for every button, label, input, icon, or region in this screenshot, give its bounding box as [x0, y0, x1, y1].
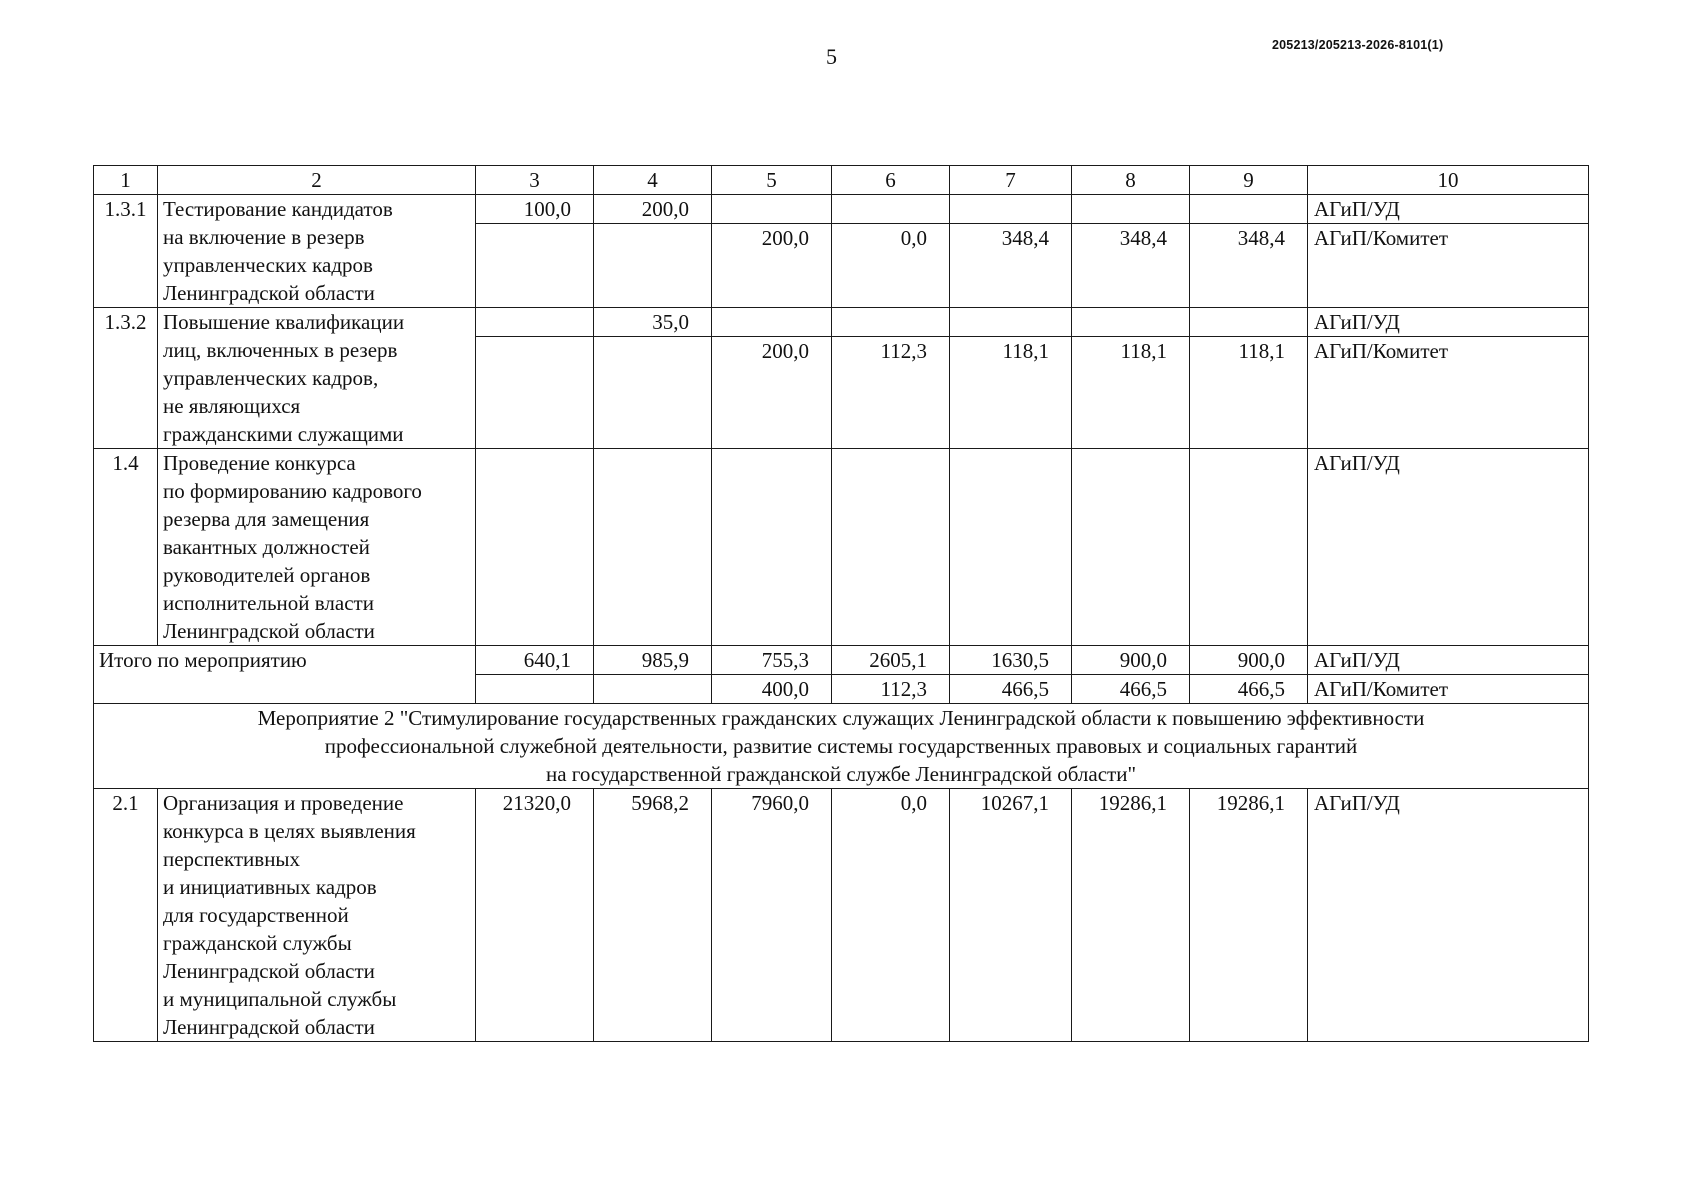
title-line: Тестирование кандидатов — [163, 197, 393, 221]
title-line: перспективных — [163, 847, 301, 871]
value-cell — [1072, 308, 1190, 337]
row-number: 1.4 — [94, 449, 158, 646]
value-cell: 0,0 — [832, 789, 950, 1042]
title-line: вакантных должностей — [163, 535, 370, 559]
table-row — [94, 195, 1589, 224]
header-cell: 1 — [94, 166, 158, 195]
value-cell: 5968,2 — [594, 789, 712, 1042]
value-cell — [950, 308, 1072, 337]
value-cell: 400,0 — [712, 675, 832, 704]
executor-cell: АГиП/Комитет — [1308, 224, 1589, 308]
value-cell: 1630,5 — [950, 646, 1072, 675]
title-line: Повышение квалификации — [163, 310, 405, 334]
table-header-row — [94, 166, 1589, 195]
header-cell: 5 — [712, 166, 832, 195]
value-cell: 19286,1 — [1072, 789, 1190, 1042]
value-cell — [832, 449, 950, 646]
value-cell — [476, 337, 594, 449]
executor-cell: АГиП/Комитет — [1308, 337, 1589, 449]
header-cell: 6 — [832, 166, 950, 195]
title-line: лиц, включенных в резерв — [163, 338, 398, 362]
row-number: 1.3.1 — [94, 195, 158, 308]
section-header-row — [94, 704, 1589, 789]
title-line: на включение в резерв — [163, 225, 365, 249]
value-cell — [832, 195, 950, 224]
page-number: 5 — [826, 44, 837, 69]
value-cell: 348,4 — [1072, 224, 1190, 308]
value-cell — [1072, 449, 1190, 646]
value-cell: 10267,1 — [950, 789, 1072, 1042]
header-cell: 8 — [1072, 166, 1190, 195]
value-cell — [476, 449, 594, 646]
title-line: Ленинградской области — [163, 281, 375, 305]
value-cell: 19286,1 — [1190, 789, 1308, 1042]
value-cell — [1190, 195, 1308, 224]
value-cell: 112,3 — [832, 675, 950, 704]
value-cell: 900,0 — [1190, 646, 1308, 675]
section-title — [94, 704, 1589, 789]
value-cell: 985,9 — [594, 646, 712, 675]
value-cell: 118,1 — [1072, 337, 1190, 449]
table-row — [94, 789, 1589, 1042]
row-title — [158, 789, 476, 1042]
value-cell: 200,0 — [712, 337, 832, 449]
value-cell: 7960,0 — [712, 789, 832, 1042]
value-cell — [476, 224, 594, 308]
value-cell: 200,0 — [594, 195, 712, 224]
value-cell — [1072, 195, 1190, 224]
executor-cell: АГиП/УД — [1308, 308, 1589, 337]
title-line: Ленинградской области — [163, 619, 375, 643]
executor-cell: АГиП/УД — [1308, 646, 1589, 675]
document-id: 205213/205213-2026-8101(1) — [1272, 38, 1444, 52]
value-cell: 466,5 — [950, 675, 1072, 704]
title-line: Организация и проведение — [163, 791, 404, 815]
total-label: Итого по мероприятию — [94, 646, 476, 704]
value-cell — [1190, 449, 1308, 646]
value-cell — [712, 308, 832, 337]
row-title — [158, 308, 476, 449]
title-line: и инициативных кадров — [163, 875, 377, 899]
value-cell: 348,4 — [950, 224, 1072, 308]
title-line: резерва для замещения — [163, 507, 370, 531]
title-line: гражданскими служащими — [163, 422, 404, 446]
value-cell: 348,4 — [1190, 224, 1308, 308]
title-line: управленческих кадров, — [163, 366, 379, 390]
executor-cell: АГиП/УД — [1308, 789, 1589, 1042]
title-line: и муниципальной службы — [163, 987, 397, 1011]
value-cell — [594, 675, 712, 704]
value-cell — [832, 308, 950, 337]
value-cell: 118,1 — [950, 337, 1072, 449]
row-title — [158, 449, 476, 646]
value-cell: 0,0 — [832, 224, 950, 308]
value-cell: 35,0 — [594, 308, 712, 337]
value-cell — [950, 449, 1072, 646]
value-cell: 2605,1 — [832, 646, 950, 675]
table-row — [94, 308, 1589, 337]
value-cell: 466,5 — [1190, 675, 1308, 704]
value-cell — [712, 195, 832, 224]
value-cell — [594, 449, 712, 646]
title-line: по формированию кадрового — [163, 479, 422, 503]
header-cell: 3 — [476, 166, 594, 195]
value-cell — [1190, 308, 1308, 337]
section-title-line: Мероприятие 2 "Стимулирование государственных гражданских служащих Ленинградской области к повышению эффективности — [257, 706, 1425, 730]
value-cell — [476, 308, 594, 337]
row-title — [158, 195, 476, 308]
title-line: для государственной — [163, 903, 349, 927]
title-line: исполнительной власти — [163, 591, 374, 615]
value-cell — [594, 337, 712, 449]
executor-cell: АГиП/УД — [1308, 449, 1589, 646]
table-row — [94, 449, 1589, 646]
header-cell: 7 — [950, 166, 1072, 195]
title-line: Ленинградской области — [163, 959, 375, 983]
value-cell: 112,3 — [832, 337, 950, 449]
executor-cell: АГиП/Комитет — [1308, 675, 1589, 704]
value-cell: 640,1 — [476, 646, 594, 675]
title-line: гражданской службы — [163, 931, 352, 955]
value-cell — [476, 675, 594, 704]
section-title-line: профессиональной служебной деятельности, развитие системы государственных правовых и социальных гарантий — [324, 734, 1358, 758]
value-cell: 466,5 — [1072, 675, 1190, 704]
header-cell: 4 — [594, 166, 712, 195]
title-line: руководителей органов — [163, 563, 371, 587]
value-cell — [950, 195, 1072, 224]
title-line: конкурса в целях выявления — [163, 819, 416, 843]
row-number: 2.1 — [94, 789, 158, 1042]
value-cell — [712, 449, 832, 646]
title-line: не являющихся — [163, 394, 301, 418]
value-cell: 118,1 — [1190, 337, 1308, 449]
budget-table — [93, 165, 1589, 1042]
header-cell: 9 — [1190, 166, 1308, 195]
value-cell: 900,0 — [1072, 646, 1190, 675]
executor-cell: АГиП/УД — [1308, 195, 1589, 224]
header-cell: 2 — [158, 166, 476, 195]
value-cell: 100,0 — [476, 195, 594, 224]
value-cell — [594, 224, 712, 308]
section-title-line: на государственной гражданской службе Ленинградской области" — [545, 762, 1137, 786]
value-cell: 755,3 — [712, 646, 832, 675]
row-number: 1.3.2 — [94, 308, 158, 449]
total-row — [94, 646, 1589, 675]
title-line: управленческих кадров — [163, 253, 373, 277]
title-line: Ленинградской области — [163, 1015, 375, 1039]
value-cell: 21320,0 — [476, 789, 594, 1042]
value-cell: 200,0 — [712, 224, 832, 308]
header-cell: 10 — [1308, 166, 1589, 195]
title-line: Проведение конкурса — [163, 451, 356, 475]
